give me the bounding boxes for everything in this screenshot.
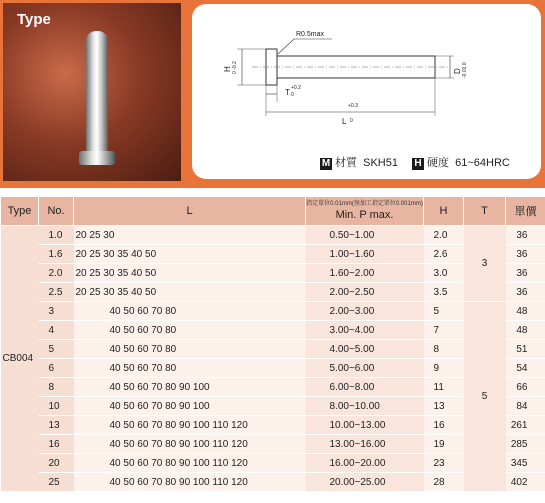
hardness-spec bbox=[412, 154, 510, 170]
pin-drawing-svg bbox=[192, 4, 541, 179]
no-cell: 8 bbox=[39, 378, 74, 397]
header-l: L bbox=[74, 197, 306, 226]
price-cell: 36 bbox=[506, 283, 545, 302]
l-values-cell: 40 50 60 70 80 bbox=[74, 359, 306, 378]
svg-text:0: 0 bbox=[350, 118, 353, 124]
price-cell: 48 bbox=[506, 321, 545, 340]
pin-head-image bbox=[79, 151, 115, 165]
p-range-cell: 6.00~8.00 bbox=[306, 378, 424, 397]
hardness-letter: H bbox=[412, 158, 424, 170]
hardness-label: 硬度 bbox=[427, 157, 449, 169]
l-values-cell: 40 50 60 70 80 90 100 110 120 bbox=[74, 454, 306, 473]
no-cell: 13 bbox=[39, 416, 74, 435]
l-values-cell: 20 25 30 35 40 50 bbox=[74, 264, 306, 283]
no-cell: 16 bbox=[39, 435, 74, 454]
l-values-cell: 20 25 30 bbox=[74, 226, 306, 245]
p-range-cell: 4.00~5.00 bbox=[306, 340, 424, 359]
price-cell: 36 bbox=[506, 264, 545, 283]
header-p-label: Min. P max. bbox=[335, 209, 394, 221]
h-cell: 2.0 bbox=[424, 226, 464, 245]
table-row bbox=[1, 416, 545, 435]
h-cell: 19 bbox=[424, 435, 464, 454]
spec-table bbox=[0, 196, 545, 492]
table-row bbox=[1, 359, 545, 378]
price-cell: 51 bbox=[506, 340, 545, 359]
h-cell: 13 bbox=[424, 397, 464, 416]
t-cell: 3 bbox=[464, 226, 506, 302]
l-values-cell: 40 50 60 70 80 90 100 110 120 bbox=[74, 435, 306, 454]
table-row bbox=[1, 245, 545, 264]
h-cell: 7 bbox=[424, 321, 464, 340]
t-label: T bbox=[285, 88, 290, 97]
h-cell: 23 bbox=[424, 454, 464, 473]
header-t: T bbox=[464, 197, 506, 226]
p-range-cell: 16.00~20.00 bbox=[306, 454, 424, 473]
price-cell: 36 bbox=[506, 245, 545, 264]
p-range-cell: 8.00~10.00 bbox=[306, 397, 424, 416]
header-p-note: 指定單位0.01mm(無加工指定單位0.001mm) bbox=[306, 201, 423, 207]
h-cell: 5 bbox=[424, 302, 464, 321]
p-range-cell: 5.00~6.00 bbox=[306, 359, 424, 378]
header-no: No. bbox=[39, 197, 74, 226]
no-cell: 6 bbox=[39, 359, 74, 378]
l-values-cell: 40 50 60 70 80 bbox=[74, 302, 306, 321]
header-type: Type bbox=[1, 197, 39, 226]
table-row bbox=[1, 454, 545, 473]
p-range-cell: 1.60~2.00 bbox=[306, 264, 424, 283]
material-label: 材質 bbox=[335, 157, 357, 169]
hardness-value: 61~64HRC bbox=[455, 157, 510, 169]
svg-text:-0.01 0: -0.01 0 bbox=[462, 62, 468, 78]
table-row bbox=[1, 378, 545, 397]
h-cell: 2.6 bbox=[424, 245, 464, 264]
header-price: 單價 bbox=[506, 197, 545, 226]
svg-text:+0.2: +0.2 bbox=[291, 85, 301, 91]
l-values-cell: 40 50 60 70 80 90 100 bbox=[74, 378, 306, 397]
price-cell: 345 bbox=[506, 454, 545, 473]
no-cell: 2.5 bbox=[39, 283, 74, 302]
svg-text:0: 0 bbox=[291, 92, 294, 98]
p-range-cell: 3.00~4.00 bbox=[306, 321, 424, 340]
p-range-cell: 2.00~3.00 bbox=[306, 302, 424, 321]
table-row bbox=[1, 226, 545, 245]
p-range-cell: 10.00~13.00 bbox=[306, 416, 424, 435]
table-header-row bbox=[1, 197, 545, 226]
pin-shaft-image bbox=[86, 31, 108, 155]
price-cell: 285 bbox=[506, 435, 545, 454]
t-cell: 5 bbox=[464, 302, 506, 492]
table-row bbox=[1, 473, 545, 492]
no-cell: 5 bbox=[39, 340, 74, 359]
material-letter: M bbox=[321, 158, 331, 169]
d-label: D bbox=[453, 68, 462, 74]
material-spec bbox=[320, 154, 398, 170]
h-cell: 3.5 bbox=[424, 283, 464, 302]
l-values-cell: 40 50 60 70 80 90 100 110 120 bbox=[74, 416, 306, 435]
h-cell: 3.0 bbox=[424, 264, 464, 283]
no-cell: 25 bbox=[39, 473, 74, 492]
p-range-cell: 1.00~1.60 bbox=[306, 245, 424, 264]
h-cell: 9 bbox=[424, 359, 464, 378]
table-body bbox=[1, 226, 545, 492]
r-label: R0.5max bbox=[296, 31, 325, 38]
table-row bbox=[1, 435, 545, 454]
h-cell: 8 bbox=[424, 340, 464, 359]
header-p bbox=[306, 197, 424, 226]
p-range-cell: 2.00~2.50 bbox=[306, 283, 424, 302]
no-cell: 3 bbox=[39, 302, 74, 321]
l-values-cell: 40 50 60 70 80 90 100 110 120 bbox=[74, 473, 306, 492]
price-cell: 261 bbox=[506, 416, 545, 435]
l-values-cell: 20 25 30 35 40 50 bbox=[74, 245, 306, 264]
price-cell: 402 bbox=[506, 473, 545, 492]
p-range-cell: 13.00~16.00 bbox=[306, 435, 424, 454]
svg-text:+0.3: +0.3 bbox=[348, 103, 358, 109]
header-banner bbox=[0, 0, 545, 188]
h-cell: 16 bbox=[424, 416, 464, 435]
p-range-cell: 0.50~1.00 bbox=[306, 226, 424, 245]
table-row bbox=[1, 340, 545, 359]
price-cell: 48 bbox=[506, 302, 545, 321]
no-cell: 1.6 bbox=[39, 245, 74, 264]
header-h: H bbox=[424, 197, 464, 226]
table-row bbox=[1, 321, 545, 340]
l-values-cell: 40 50 60 70 80 bbox=[74, 321, 306, 340]
price-cell: 84 bbox=[506, 397, 545, 416]
price-cell: 66 bbox=[506, 378, 545, 397]
price-cell: 54 bbox=[506, 359, 545, 378]
photo-type-label: Type bbox=[17, 11, 51, 28]
h-cell: 11 bbox=[424, 378, 464, 397]
no-cell: 4 bbox=[39, 321, 74, 340]
price-cell: 36 bbox=[506, 226, 545, 245]
type-cell: CB004 bbox=[1, 226, 39, 492]
spec-table-wrapper bbox=[0, 196, 545, 492]
l-label: L bbox=[342, 117, 347, 126]
p-range-cell: 20.00~25.00 bbox=[306, 473, 424, 492]
no-cell: 2.0 bbox=[39, 264, 74, 283]
no-cell: 20 bbox=[39, 454, 74, 473]
no-cell: 1.0 bbox=[39, 226, 74, 245]
l-values-cell: 40 50 60 70 80 bbox=[74, 340, 306, 359]
l-values-cell: 40 50 60 70 80 90 100 bbox=[74, 397, 306, 416]
material-value: SKH51 bbox=[363, 157, 398, 169]
table-row bbox=[1, 302, 545, 321]
l-values-cell: 20 25 30 35 40 50 bbox=[74, 283, 306, 302]
technical-drawing bbox=[192, 4, 541, 179]
table-row bbox=[1, 264, 545, 283]
table-row bbox=[1, 397, 545, 416]
product-photo bbox=[3, 3, 181, 181]
no-cell: 10 bbox=[39, 397, 74, 416]
svg-text:0 -0.2: 0 -0.2 bbox=[232, 61, 238, 74]
h-label: H bbox=[223, 66, 232, 72]
h-cell: 28 bbox=[424, 473, 464, 492]
table-row bbox=[1, 283, 545, 302]
